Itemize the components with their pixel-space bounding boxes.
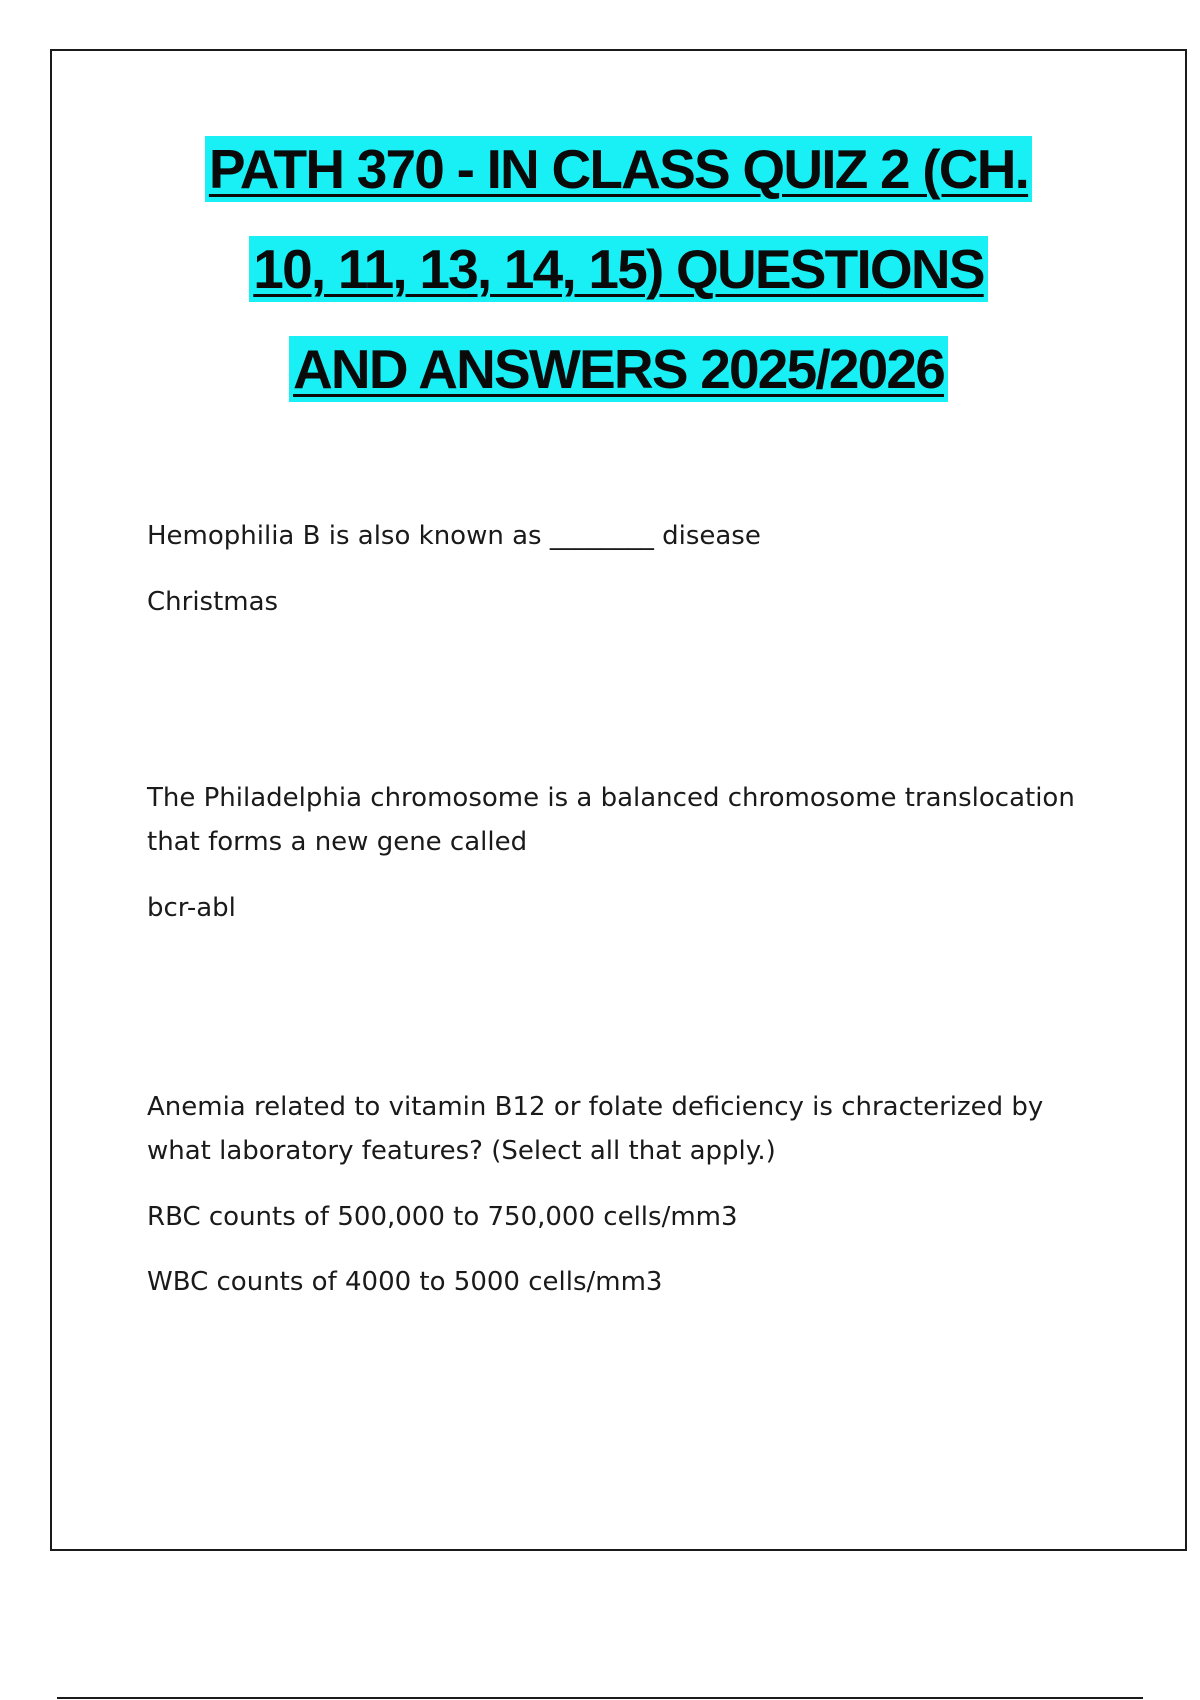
answer-2: bcr-abl xyxy=(147,893,236,923)
answer-3a: RBC counts of 500,000 to 750,000 cells/mm3 xyxy=(147,1202,738,1232)
answer-3b: WBC counts of 4000 to 5000 cells/mm3 xyxy=(147,1267,663,1297)
title-line-1: PATH 370 - IN CLASS QUIZ 2 (CH. xyxy=(205,136,1032,202)
bottom-divider xyxy=(57,1697,1143,1699)
document-title xyxy=(0,136,1200,436)
title-line-2: 10, 11, 13, 14, 15) QUESTIONS xyxy=(249,236,987,302)
question-3: Anemia related to vitamin B12 or folate deficiency is chracterized by what laboratory features? (Select all that apply.) xyxy=(147,1092,1044,1166)
answer-1: Christmas xyxy=(147,587,279,617)
question-1: Hemophilia B is also known as ________ disease xyxy=(147,521,761,551)
title-line-3: AND ANSWERS 2025/2026 xyxy=(289,336,948,402)
question-2: The Philadelphia chromosome is a balanced chromosome translocation that forms a new gene called xyxy=(147,783,1075,857)
